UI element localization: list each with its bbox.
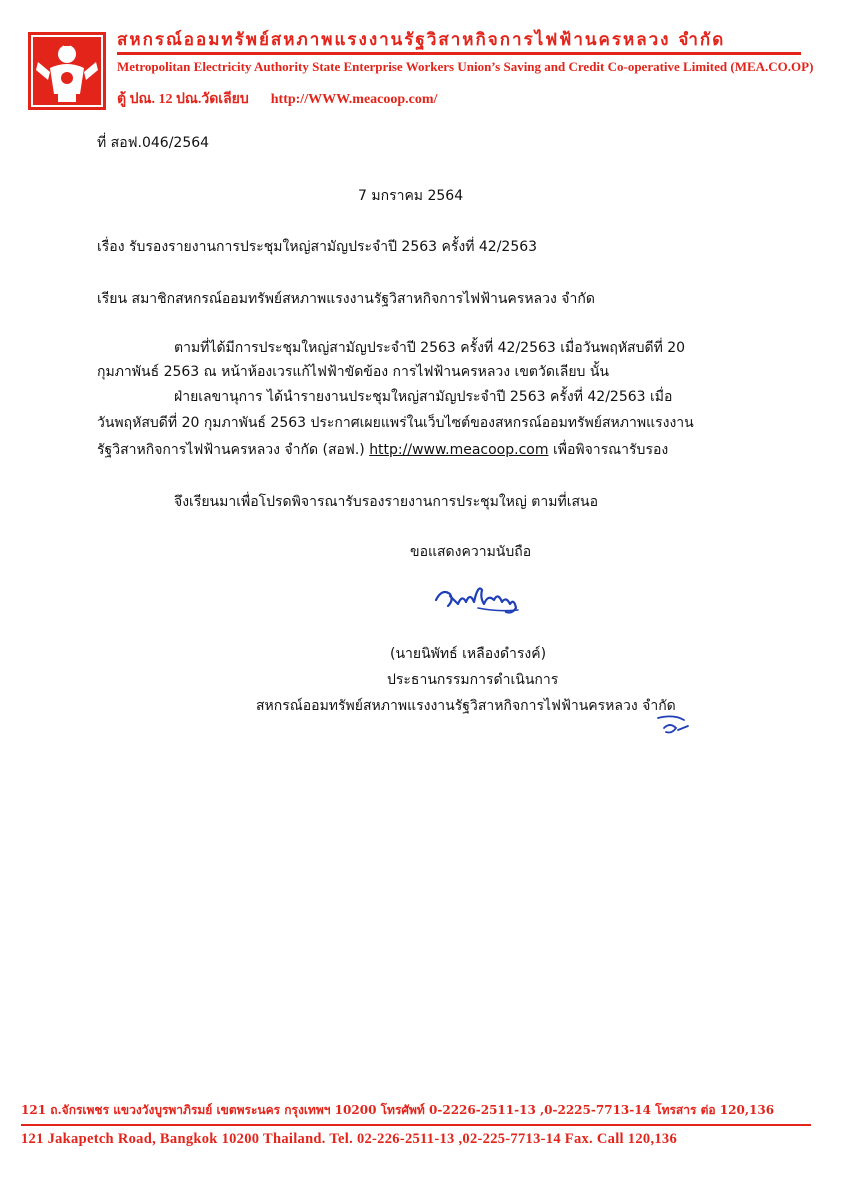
- signer-position: ประธานกรรมการดำเนินการ: [387, 672, 559, 688]
- initial-mark: [654, 712, 694, 738]
- footer-address-english: 121 Jakapetch Road, Bangkok 10200 Thailand. Tel. 02-226-2511-13 ,02-225-7713-14 Fax. Call 120,136: [21, 1131, 678, 1147]
- letter-date: 7 มกราคม 2564: [358, 188, 464, 204]
- paragraph-1-line-2: กุมภาพันธ์ 2563 ณ หน้าห้องเวรแก้ไฟฟ้าขัดข้อง การไฟฟ้านครหลวง เขตวัดเลียบ นั้น: [97, 364, 609, 380]
- coop-logo: [28, 32, 106, 110]
- letterhead-thai-name: สหกรณ์ออมทรัพย์สหภาพแรงงานรัฐวิสาหกิจการไฟฟ้านครหลวง จำกัด: [117, 30, 726, 50]
- reference-number: ที่ สอฟ.046/2564: [97, 135, 210, 151]
- footer-divider: [21, 1124, 811, 1126]
- paragraph-2-line-3-pre: รัฐวิสาหกิจการไฟฟ้านครหลวง จำกัด (สอฟ.): [97, 442, 370, 458]
- po-box: ตู้ ปณ. 12 ปณ.วัดเลียบ: [117, 92, 249, 107]
- handwritten-signature: [428, 578, 528, 622]
- footer-address-thai: 121 ถ.จักรเพชร แขวงวังบูรพาภิรมย์ เขตพระนคร กรุงเทพฯ 10200 โทรศัพท์ 0-2226-2511-13 ,0-2225-7713-14 โทรสาร ต่อ 120,136: [21, 1103, 775, 1117]
- closing: ขอแสดงความนับถือ: [410, 544, 532, 560]
- signer-name: (นายนิพัทธ์ เหลืองดำรงค์): [390, 646, 547, 662]
- paragraph-3: จึงเรียนมาเพื่อโปรดพิจารณารับรองรายงานการประชุมใหญ่ ตามที่เสนอ: [174, 494, 599, 510]
- paragraph-2-line-1: ฝ่ายเลขานุการ ได้นำรายงานประชุมใหญ่สามัญประจำปี 2563 ครั้งที่ 42/2563 เมื่อ: [174, 389, 673, 405]
- paragraph-2-line-2: วันพฤหัสบดีที่ 20 กุมภาพันธ์ 2563 ประกาศเผยแพร่ในเว็บไซต์ของสหกรณ์ออมทรัพย์สหภาพแรงงาน: [97, 415, 694, 431]
- letterhead-contact: [117, 88, 437, 110]
- salutation: เรียน สมาชิกสหกรณ์ออมทรัพย์สหภาพแรงงานรัฐวิสาหกิจการไฟฟ้านครหลวง จำกัด: [97, 291, 595, 307]
- letterhead-divider: [117, 52, 801, 55]
- paragraph-2-line-3-post: เพื่อพิจารณารับรอง: [548, 442, 669, 458]
- signer-organization: สหกรณ์ออมทรัพย์สหภาพแรงงานรัฐวิสาหกิจการไฟฟ้านครหลวง จำกัด: [256, 698, 676, 714]
- meacoop-link[interactable]: http://www.meacoop.com: [369, 442, 549, 458]
- paragraph-2-line-3: [97, 441, 668, 459]
- letter-subject: เรื่อง รับรองรายงานการประชุมใหญ่สามัญประจำปี 2563 ครั้งที่ 42/2563: [97, 239, 538, 255]
- paragraph-1-line-1: ตามที่ได้มีการประชุมใหญ่สามัญประจำปี 2563 ครั้งที่ 42/2563 เมื่อวันพฤหัสบดีที่ 20: [174, 340, 686, 356]
- website-link[interactable]: http://WWW.meacoop.com/: [270, 92, 438, 107]
- letterhead-english-name: Metropolitan Electricity Authority State Enterprise Workers Union’s Saving and Credit Co-operative Limited (MEA.CO.OP): [117, 59, 814, 74]
